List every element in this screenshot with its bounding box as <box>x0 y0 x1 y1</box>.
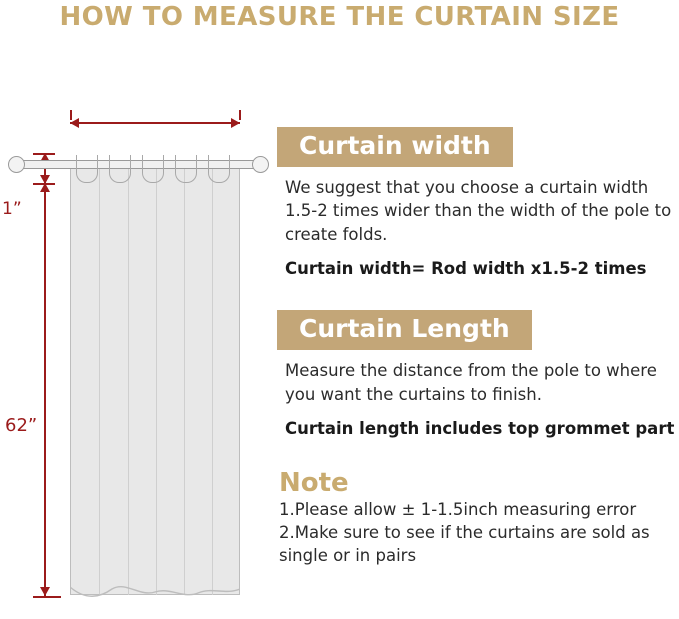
fold-line <box>184 165 185 595</box>
fold-line <box>212 165 213 595</box>
fold-line <box>156 165 157 595</box>
page-title: HOW TO MEASURE THE CURTAIN SIZE <box>59 2 620 32</box>
heading-curtain-length: Curtain Length <box>277 310 532 350</box>
text-curtain-length-body: Measure the distance from the pole to where you want the curtains to finish. <box>285 360 657 404</box>
fold-line <box>99 165 100 595</box>
curtain-measurement-diagram <box>0 60 280 619</box>
fold-line <box>128 165 129 595</box>
grommet-icon <box>208 155 230 183</box>
height-arrow-down-icon <box>40 587 50 596</box>
grommet-drop-label: 1” <box>2 199 22 219</box>
grommet-icon <box>175 155 197 183</box>
grommet-icon <box>76 155 98 183</box>
width-arrow-left-icon <box>70 118 79 128</box>
height-dimension-label: 62” <box>5 415 38 436</box>
width-arrow-right-icon <box>231 118 240 128</box>
width-dimension-line <box>70 122 240 124</box>
instructions-column <box>277 127 677 568</box>
section-note <box>277 468 677 568</box>
text-curtain-length-formula: Curtain length includes top grommet part <box>285 418 675 438</box>
heading-note: Note <box>279 467 349 498</box>
heading-curtain-width: Curtain width <box>277 127 513 167</box>
rod-finial-left-icon <box>8 156 25 173</box>
curtain-hem <box>70 585 240 601</box>
grommet-icon <box>142 155 164 183</box>
section-curtain-length <box>277 310 677 437</box>
section-curtain-width <box>277 127 677 278</box>
text-note-line-1: 1.Please allow ± 1-1.5inch measuring error <box>279 499 637 519</box>
height-tick-bottom <box>33 596 61 598</box>
rod-finial-right-icon <box>252 156 269 173</box>
text-note-line-2: 2.Make sure to see if the curtains are sold as single or in pairs <box>279 523 650 566</box>
height-arrow-up-icon <box>40 183 50 192</box>
curtain-panel <box>70 165 240 595</box>
height-dimension-line <box>44 183 46 596</box>
text-curtain-width-formula: Curtain width= Rod width x1.5-2 times <box>285 259 647 279</box>
text-curtain-width-body: We suggest that you choose a curtain width 1.5-2 times wider than the width of the pole to create folds. <box>285 177 672 245</box>
grommet-icon <box>109 155 131 183</box>
